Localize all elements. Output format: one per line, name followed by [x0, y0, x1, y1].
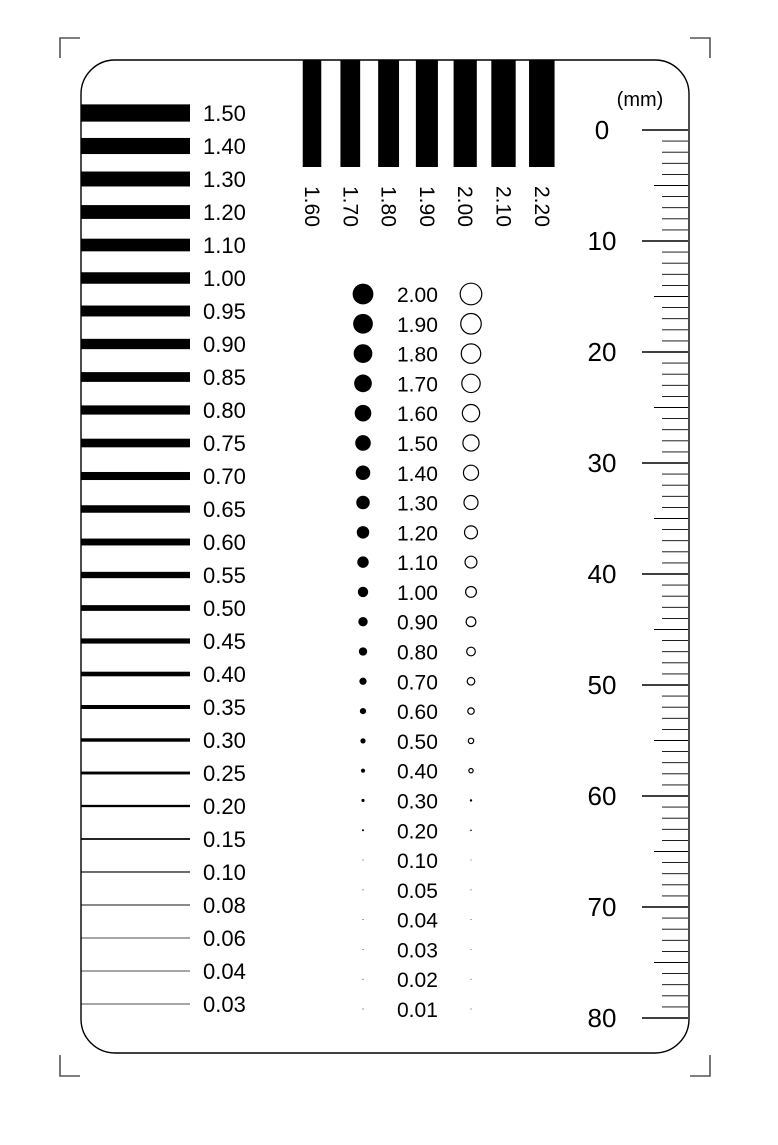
line-width-label: 1.10: [203, 233, 246, 258]
ruler-label: 60: [587, 781, 617, 811]
hollow-dot-sample: [467, 647, 476, 656]
bar-width-sample: [529, 60, 555, 167]
dot-size-label: 1.30: [397, 492, 438, 516]
hollow-dot-sample: [461, 344, 480, 363]
line-width-sample: [81, 138, 190, 154]
hollow-dot-sample: [471, 860, 472, 861]
line-width-sample: [81, 539, 190, 546]
unit-label: (mm): [616, 89, 664, 111]
line-width-label: 0.35: [203, 695, 246, 720]
bar-width-sample: [340, 60, 360, 167]
filled-dot-sample: [353, 314, 373, 334]
line-width-sample: [81, 405, 190, 414]
hollow-dot-sample: [465, 556, 477, 568]
ruler-label: 40: [587, 559, 617, 589]
ruler-label: 0: [594, 115, 610, 145]
dot-size-label: 0.30: [397, 790, 438, 814]
dot-size-label: 1.80: [397, 343, 438, 367]
line-width-label: 0.85: [203, 365, 246, 390]
line-width-label: 0.25: [203, 761, 246, 786]
bar-width-scale: [300, 60, 555, 227]
line-width-sample: [81, 306, 190, 317]
line-width-sample: [81, 239, 190, 252]
hollow-dot-sample: [471, 949, 472, 950]
line-width-label: 0.55: [203, 563, 246, 588]
line-width-sample: [81, 339, 190, 349]
line-width-sample: [81, 905, 190, 906]
line-width-sample: [81, 738, 190, 741]
bar-width-label: 1.70: [338, 186, 362, 227]
line-width-sample: [81, 805, 190, 807]
filled-dot-sample: [361, 769, 365, 773]
bar-width-sample: [454, 60, 477, 167]
hollow-dot-sample: [463, 465, 478, 480]
mm-ruler: [588, 89, 688, 1033]
line-width-sample: [81, 672, 190, 677]
dot-size-label: 1.20: [397, 522, 438, 546]
line-width-sample: [81, 838, 190, 840]
hollow-dot-sample: [470, 799, 472, 801]
line-width-sample: [81, 772, 190, 775]
hollow-dot-sample: [465, 526, 478, 539]
filled-dot-sample: [353, 284, 374, 305]
dot-size-label: 0.80: [397, 641, 438, 665]
bar-width-sample: [491, 60, 515, 167]
line-width-sample: [81, 1004, 190, 1005]
hollow-dot-sample: [466, 617, 476, 627]
filled-dot-sample: [355, 435, 371, 451]
line-width-label: 1.00: [203, 266, 246, 291]
line-width-label: 0.06: [203, 926, 246, 951]
bar-width-sample: [378, 60, 399, 167]
dot-size-label: 0.01: [397, 999, 438, 1022]
line-width-label: 0.75: [203, 431, 246, 456]
filled-dot-sample: [360, 738, 365, 743]
bar-width-sample: [416, 60, 438, 167]
hollow-dot-sample: [469, 769, 473, 773]
line-width-sample: [81, 572, 190, 578]
line-width-label: 0.10: [203, 860, 246, 885]
line-width-label: 0.30: [203, 728, 246, 753]
filled-dot-sample: [358, 587, 368, 597]
hollow-dot-sample: [468, 708, 474, 714]
filled-dot-sample: [356, 465, 371, 480]
dot-size-label: 1.90: [397, 313, 438, 337]
filled-dot-sample: [362, 829, 364, 831]
dot-size-label: 0.60: [397, 701, 438, 725]
hollow-dot-sample: [471, 889, 472, 890]
line-width-sample: [81, 272, 190, 284]
filled-dot-sample: [363, 919, 364, 920]
bar-width-label: 2.20: [529, 186, 553, 227]
hollow-dot-sample: [462, 374, 480, 392]
hollow-dot-sample: [464, 496, 478, 510]
filled-dot-sample: [359, 647, 367, 655]
bar-width-label: 1.90: [414, 186, 438, 227]
dot-size-label: 0.90: [397, 611, 438, 635]
line-width-sample: [81, 938, 190, 939]
filled-dot-sample: [363, 979, 364, 980]
filled-dot-sample: [358, 617, 367, 626]
dot-size-label: 1.60: [397, 403, 438, 427]
line-width-label: 1.50: [203, 101, 246, 126]
line-width-label: 0.40: [203, 662, 246, 687]
line-width-sample: [81, 605, 190, 611]
filled-dot-sample: [359, 678, 366, 685]
line-width-sample: [81, 638, 190, 643]
dot-size-label: 0.40: [397, 760, 438, 784]
crop-mark-bottom-left: [60, 1055, 80, 1076]
hollow-dot-sample: [470, 829, 472, 831]
crop-mark-top-right: [690, 38, 710, 58]
dot-size-label: 0.20: [397, 820, 438, 844]
line-width-label: 0.65: [203, 497, 246, 522]
dot-size-label: 0.70: [397, 671, 438, 695]
hollow-dot-sample: [460, 283, 482, 305]
line-width-sample: [81, 505, 190, 512]
filled-dot-sample: [362, 860, 363, 861]
dot-size-label: 0.03: [397, 939, 438, 963]
crop-mark-top-left: [60, 38, 80, 58]
line-width-label: 0.04: [203, 959, 246, 984]
dot-size-scale: [353, 283, 482, 1022]
bar-width-label: 2.10: [491, 186, 515, 227]
hollow-dot-sample: [462, 405, 479, 422]
line-width-label: 0.15: [203, 827, 246, 852]
dot-size-label: 1.40: [397, 462, 438, 486]
dot-size-label: 0.04: [397, 909, 438, 933]
line-width-sample: [81, 472, 190, 480]
line-width-label: 0.60: [203, 530, 246, 555]
line-width-label: 0.95: [203, 299, 246, 324]
line-width-sample: [81, 971, 190, 972]
line-width-label: 0.08: [203, 893, 246, 918]
dot-size-label: 1.70: [397, 373, 438, 397]
dot-size-label: 0.10: [397, 850, 438, 874]
ruler-label: 80: [587, 1003, 617, 1033]
hollow-dot-sample: [463, 435, 479, 451]
ruler-label: 70: [587, 892, 617, 922]
line-width-label: 0.90: [203, 332, 246, 357]
dot-size-label: 0.50: [397, 730, 438, 754]
line-width-label: 1.30: [203, 167, 246, 192]
dot-size-label: 1.50: [397, 432, 438, 456]
filled-dot-sample: [355, 405, 372, 422]
hollow-dot-sample: [471, 919, 472, 920]
filled-dot-sample: [363, 889, 364, 890]
line-width-sample: [81, 104, 190, 121]
line-width-sample: [81, 172, 190, 187]
dot-size-label: 0.02: [397, 969, 438, 993]
hollow-dot-sample: [461, 314, 482, 335]
filled-dot-sample: [360, 708, 366, 714]
dot-size-label: 1.10: [397, 552, 438, 576]
crop-mark-bottom-right: [690, 1055, 710, 1076]
filled-dot-sample: [354, 375, 372, 393]
filled-dot-sample: [354, 344, 373, 363]
line-width-label: 1.20: [203, 200, 246, 225]
line-width-scale: [81, 101, 246, 1017]
line-width-label: 0.80: [203, 398, 246, 423]
bar-width-label: 2.00: [453, 186, 477, 227]
ruler-label: 30: [587, 448, 617, 478]
line-width-label: 0.20: [203, 794, 246, 819]
bar-width-label: 1.60: [300, 186, 323, 227]
line-width-label: 1.40: [203, 134, 246, 159]
dot-size-label: 1.00: [397, 581, 438, 605]
ruler-label: 50: [587, 670, 617, 700]
filled-dot-sample: [363, 949, 364, 950]
line-width-label: 0.45: [203, 629, 246, 654]
filled-dot-sample: [357, 556, 368, 567]
line-width-sample: [81, 871, 190, 872]
hollow-dot-sample: [467, 678, 475, 686]
hollow-dot-sample: [471, 979, 472, 980]
dot-size-label: 2.00: [397, 284, 438, 307]
line-width-label: 0.70: [203, 464, 246, 489]
dot-size-label: 0.05: [397, 879, 438, 903]
hollow-dot-sample: [468, 738, 473, 743]
filled-dot-sample: [356, 496, 370, 510]
filled-dot-sample: [363, 1009, 364, 1010]
filled-dot-sample: [361, 799, 364, 802]
hollow-dot-sample: [471, 1009, 472, 1010]
ruler-label: 20: [587, 337, 617, 367]
line-width-sample: [81, 439, 190, 448]
bar-width-sample: [303, 60, 322, 167]
line-width-sample: [81, 205, 190, 219]
line-width-sample: [81, 372, 190, 382]
ruler-label: 10: [587, 226, 617, 256]
line-width-sample: [81, 705, 190, 709]
line-width-label: 0.03: [203, 992, 246, 1017]
bar-width-label: 1.80: [376, 186, 400, 227]
hollow-dot-sample: [466, 587, 477, 598]
line-width-label: 0.50: [203, 596, 246, 621]
filled-dot-sample: [357, 526, 369, 538]
